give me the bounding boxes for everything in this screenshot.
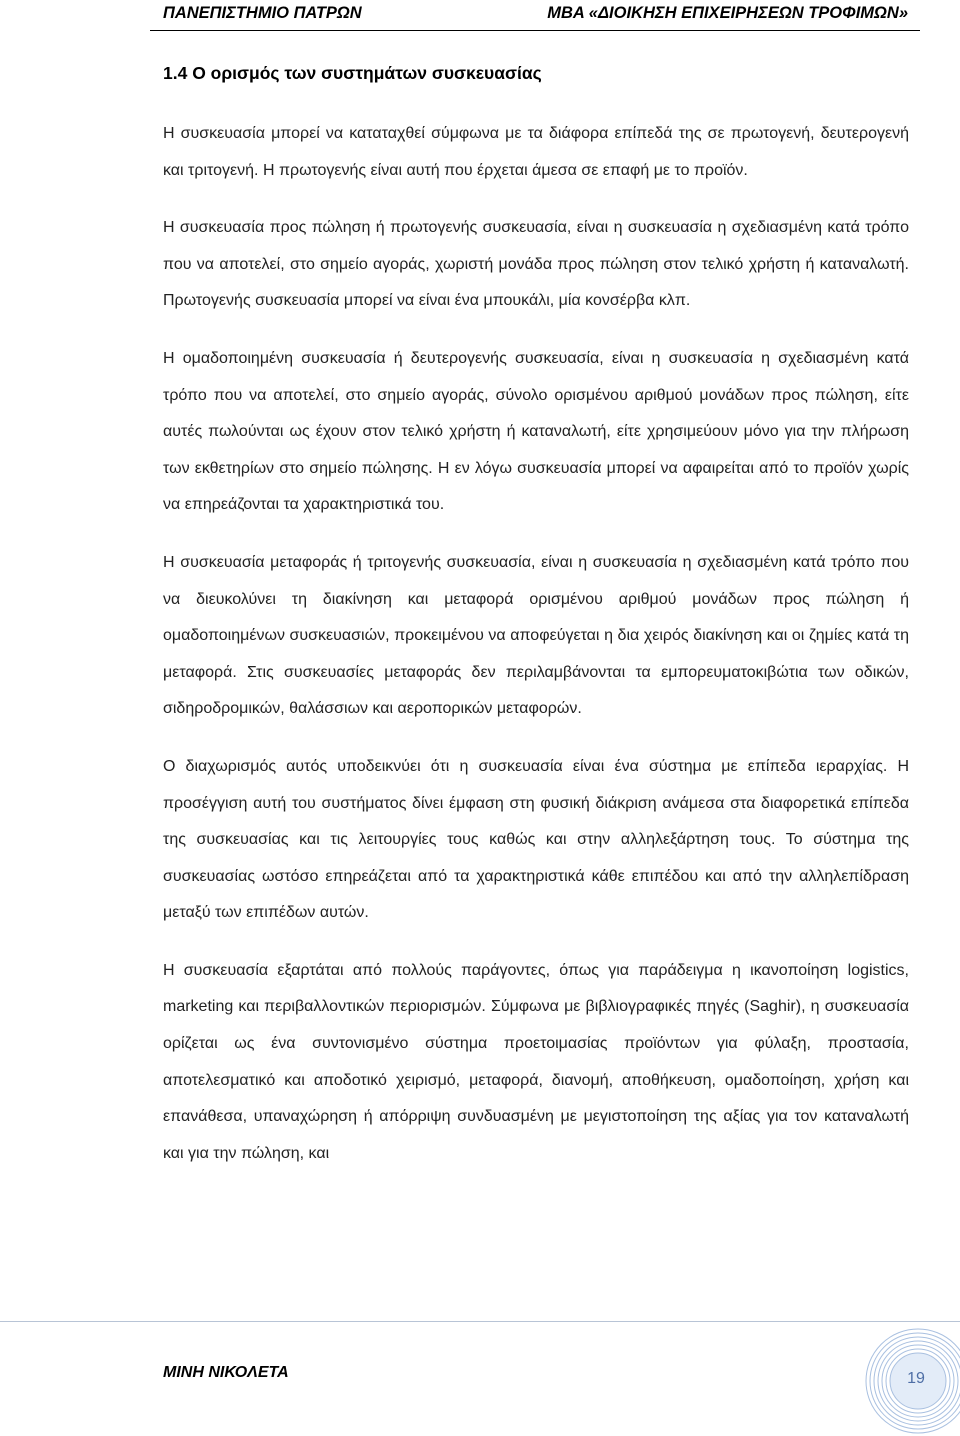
- paragraph: Η συσκευασία μπορεί να καταταχθεί σύμφωνα με τα διάφορα επίπεδά της σε πρωτογενή, δευτερογενή και τριτογενή. Η πρωτογενής είναι αυτή που έρχεται άμεσα σε επαφή με το προϊόν.: [163, 125, 909, 179]
- page-header: [163, 0, 908, 26]
- header-divider: [150, 30, 920, 31]
- footer-author: ΜΙΝΗ ΝΙΚΟΛΕΤΑ: [163, 1364, 289, 1381]
- footer-divider: [0, 1321, 960, 1322]
- paragraph: Η ομαδοποιημένη συσκευασία ή δευτερογενής συσκευασία, είναι η συσκευασία η σχεδιασμένη κατά τρόπο που να αποτελεί, στο σημείο αγοράς, σύνολο ορισμένου αριθμού μονάδων προς πώληση, είτε αυτές πωλούνται ως έχουν στον τελικό χρήστη ή καταναλωτή, είτε χρησιμεύουν μόνο για την πλήρωση των εκθετηρίων στο σημείο πώλησης. Η εν λόγω συσκευασία μπορεί να αφαιρείται από το προϊόν χωρίς να επηρεάζονται τα χαρακτηριστικά του.: [163, 349, 909, 514]
- paragraph: Η συσκευασία προς πώληση ή πρωτογενής συσκευασία, είναι η συσκευασία η σχεδιασμένη κατά τρόπο που να αποτελεί, στο σημείο αγοράς, χωριστή μονάδα προς πώληση στον τελικό χρήστη ή καταναλωτή. Πρωτογενής συσκευασία μπορεί να είναι ένα μπουκάλι, μία κονσέρβα κλπ.: [163, 219, 909, 310]
- page-number: 19: [907, 1370, 925, 1387]
- header-program: ΜΒΑ «ΔΙΟΙΚΗΣΗ ΕΠΙΧΕΙΡΗΣΕΩΝ ΤΡΟΦΙΜΩΝ»: [547, 3, 908, 22]
- paragraph: Η συσκευασία μεταφοράς ή τριτογενής συσκευασία, είναι η συσκευασία η σχεδιασμένη κατά τρόπο που να διευκολύνει τη διακίνηση και μεταφορά ορισμένου αριθμού μονάδων προς πώληση ή ομαδοποιημένων συσκευασιών, προκειμένου να αποφεύγεται η δια χειρός διακίνηση και οι ζημίες κατά τη μεταφορά. Στις συσκευασίες μεταφοράς δεν περιλαμβάνονται τα εμπορευματοκιβώτια των οδικών, σιδηροδρομικών, θαλάσσιων και αεροπορικών μεταφορών.: [163, 553, 909, 718]
- paragraph: Ο διαχωρισμός αυτός υποδεικνύει ότι η συσκευασία είναι ένα σύστημα με επίπεδα ιεραρχίας. Η προσέγγιση αυτή του συστήματος δίνει έμφαση στη φυσική διάκριση ανάμεσα στα διαφορετικά επίπεδα της συσκευασίας και τις λειτουργίες τους καθώς και στην αλληλεξάρτηση τους. Το σύστημα της συσκευασίας ωστόσο επηρεάζεται από τα χαρακτηριστικά κάθε επιπέδου και από την αλληλεπίδραση μεταξύ των επιπέδων αυτών.: [163, 757, 909, 922]
- paragraph: Η συσκευασία εξαρτάται από πολλούς παράγοντες, όπως για παράδειγμα η ικανοποίηση logistics, marketing και περιβαλλοντικών περιορισμών. Σύμφωνα με βιβλιογραφικές πηγές (Saghir), η συσκευασία ορίζεται ως ένα συντονισμένο σύστημα προετοιμασίας προϊόντων για φύλαξη, προστασία, αποτελεσματικό και αποδοτικό χειρισμό, μεταφορά, διανομή, αποθήκευση, ομαδοποίηση, χρήση και επανάθεσα, υπαναχώρηση ή απόρριψη συνδυασμένη με μεγιστοποίηση της αξίας για τον καταναλωτή και για την πώληση, και: [163, 961, 909, 1162]
- document-body: [163, 116, 909, 1193]
- section-title: 1.4 Ο ορισμός των συστημάτων συσκευασίας: [163, 63, 542, 83]
- header-university: ΠΑΝΕΠΙΣΤΗΜΙΟ ΠΑΤΡΩΝ: [163, 3, 362, 22]
